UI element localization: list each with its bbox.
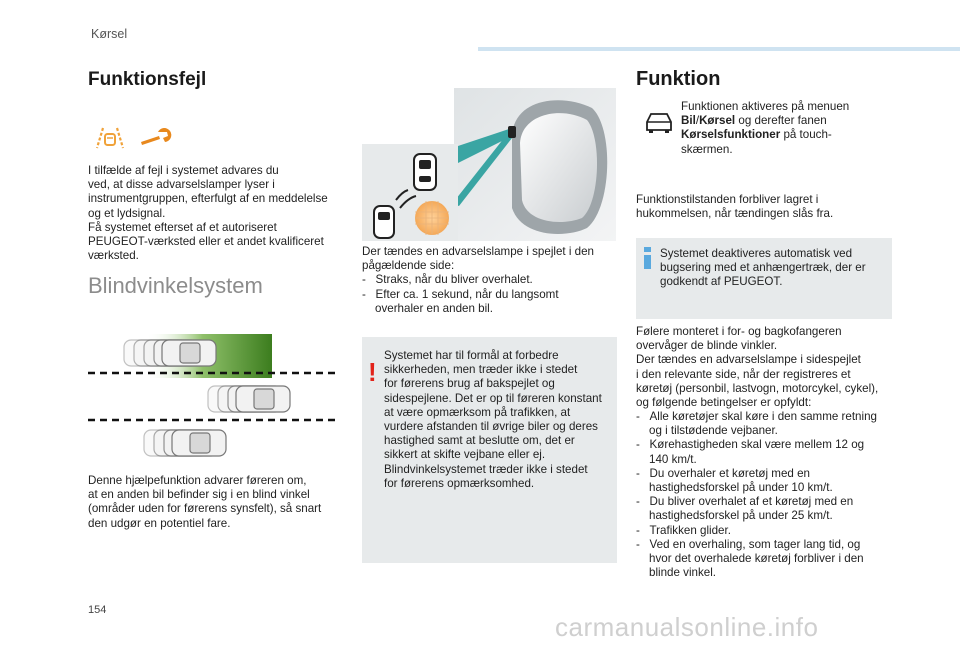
warning-text: Systemet har til formål at forbedre sikkerheden, men træder ikke i stedet for førerens brug af bakspejlet og sidespejlene. Det er op til føreren konstant at være opmærksom på trafikken, at vurdere afstanden til øvrige biler og deres hastighed samt at beslutte om, det er sikkert at skifte vejbane eller ej. Blindvinkelsystemet træder ikke i stedet for førerens opmærksomhed. bbox=[384, 349, 602, 490]
menu-text: Funktionen aktiveres på menuen Bil/Kørsel og derefter fanen Kørselsfunktioner på touch- skærmen. bbox=[681, 100, 850, 156]
function-title: Funktion bbox=[636, 68, 721, 90]
watermark[interactable]: carmanualsonline.info bbox=[555, 612, 819, 642]
lamp-text: Der tændes en advarselslampe i spejlet i den pågældende side: - Straks, når du bliver overhalet. - Efter ca. 1 sekund, når du langsomt overhaler en anden bil. bbox=[362, 245, 594, 315]
memory-text: Funktionstilstanden forbliver lagret i hukommelsen, når tændingen slås fra. bbox=[636, 193, 834, 221]
sensor-text: Følere monteret i for- og bagkofangeren overvåger de blinde vinkler. Der tændes en advarselslampe i sidespejlet i den relevante side, når der registreres et køretøj (personbil, lastvogn, motorcykel, cykel), og følgende betingelser er opfyldt: bbox=[636, 325, 879, 410]
page-number: 154 bbox=[88, 604, 107, 616]
section-title: Blindvinkelsystem bbox=[88, 273, 263, 298]
header-rule-left bbox=[0, 47, 471, 51]
intro-text: Denne hjælpefunktion advarer føreren om, at en anden bil befinder sig i en blind vinkel (områder uden for førerens synsfelt), så snart den udgør en potentiel fare. bbox=[88, 474, 322, 530]
mirror-illustration bbox=[362, 88, 616, 241]
warning-icon: ! bbox=[368, 357, 377, 387]
info-icon bbox=[644, 247, 652, 269]
fault-text: I tilfælde af fejl i systemet advares du ved, at disse advarselslamper lyser i instrumentgruppen, efterfulgt af en meddelelse og et lydsignal. Få systemet efterset af et autoriseret PEUGEOT-værksted eller et andet kvalificeret værksted. bbox=[88, 164, 328, 263]
blind-spot-warning-icon bbox=[94, 126, 126, 150]
car-settings-icon bbox=[643, 110, 675, 134]
section-header: Kørsel bbox=[91, 27, 128, 41]
blind-spot-illustration bbox=[86, 326, 346, 476]
wrench-icon bbox=[139, 126, 173, 148]
fault-title: Funktionsfejl bbox=[88, 69, 207, 90]
info-text: Systemet deaktiveres automatisk ved bugsering med et anhængertræk, der er godkendt af PEUGEOT. bbox=[660, 247, 866, 289]
conditions-list: - Alle køretøjer skal køre i den samme retning og i tilstødende vejbaner. - Kørehastigheden skal være mellem 12 og 140 km/t. - Du overhaler et køretøj med en hastighedsforskel på under 10 km/t. - Du bliver overhalet af et køretøj med en hastighedsforskel på under 25 km/t. - Trafikken glider. - Ved en overhaling, som tager lang tid, og hvor det overhalede køretøj forbliver i den blinde vinkel. bbox=[636, 410, 877, 580]
header-rule-accent bbox=[478, 47, 960, 51]
